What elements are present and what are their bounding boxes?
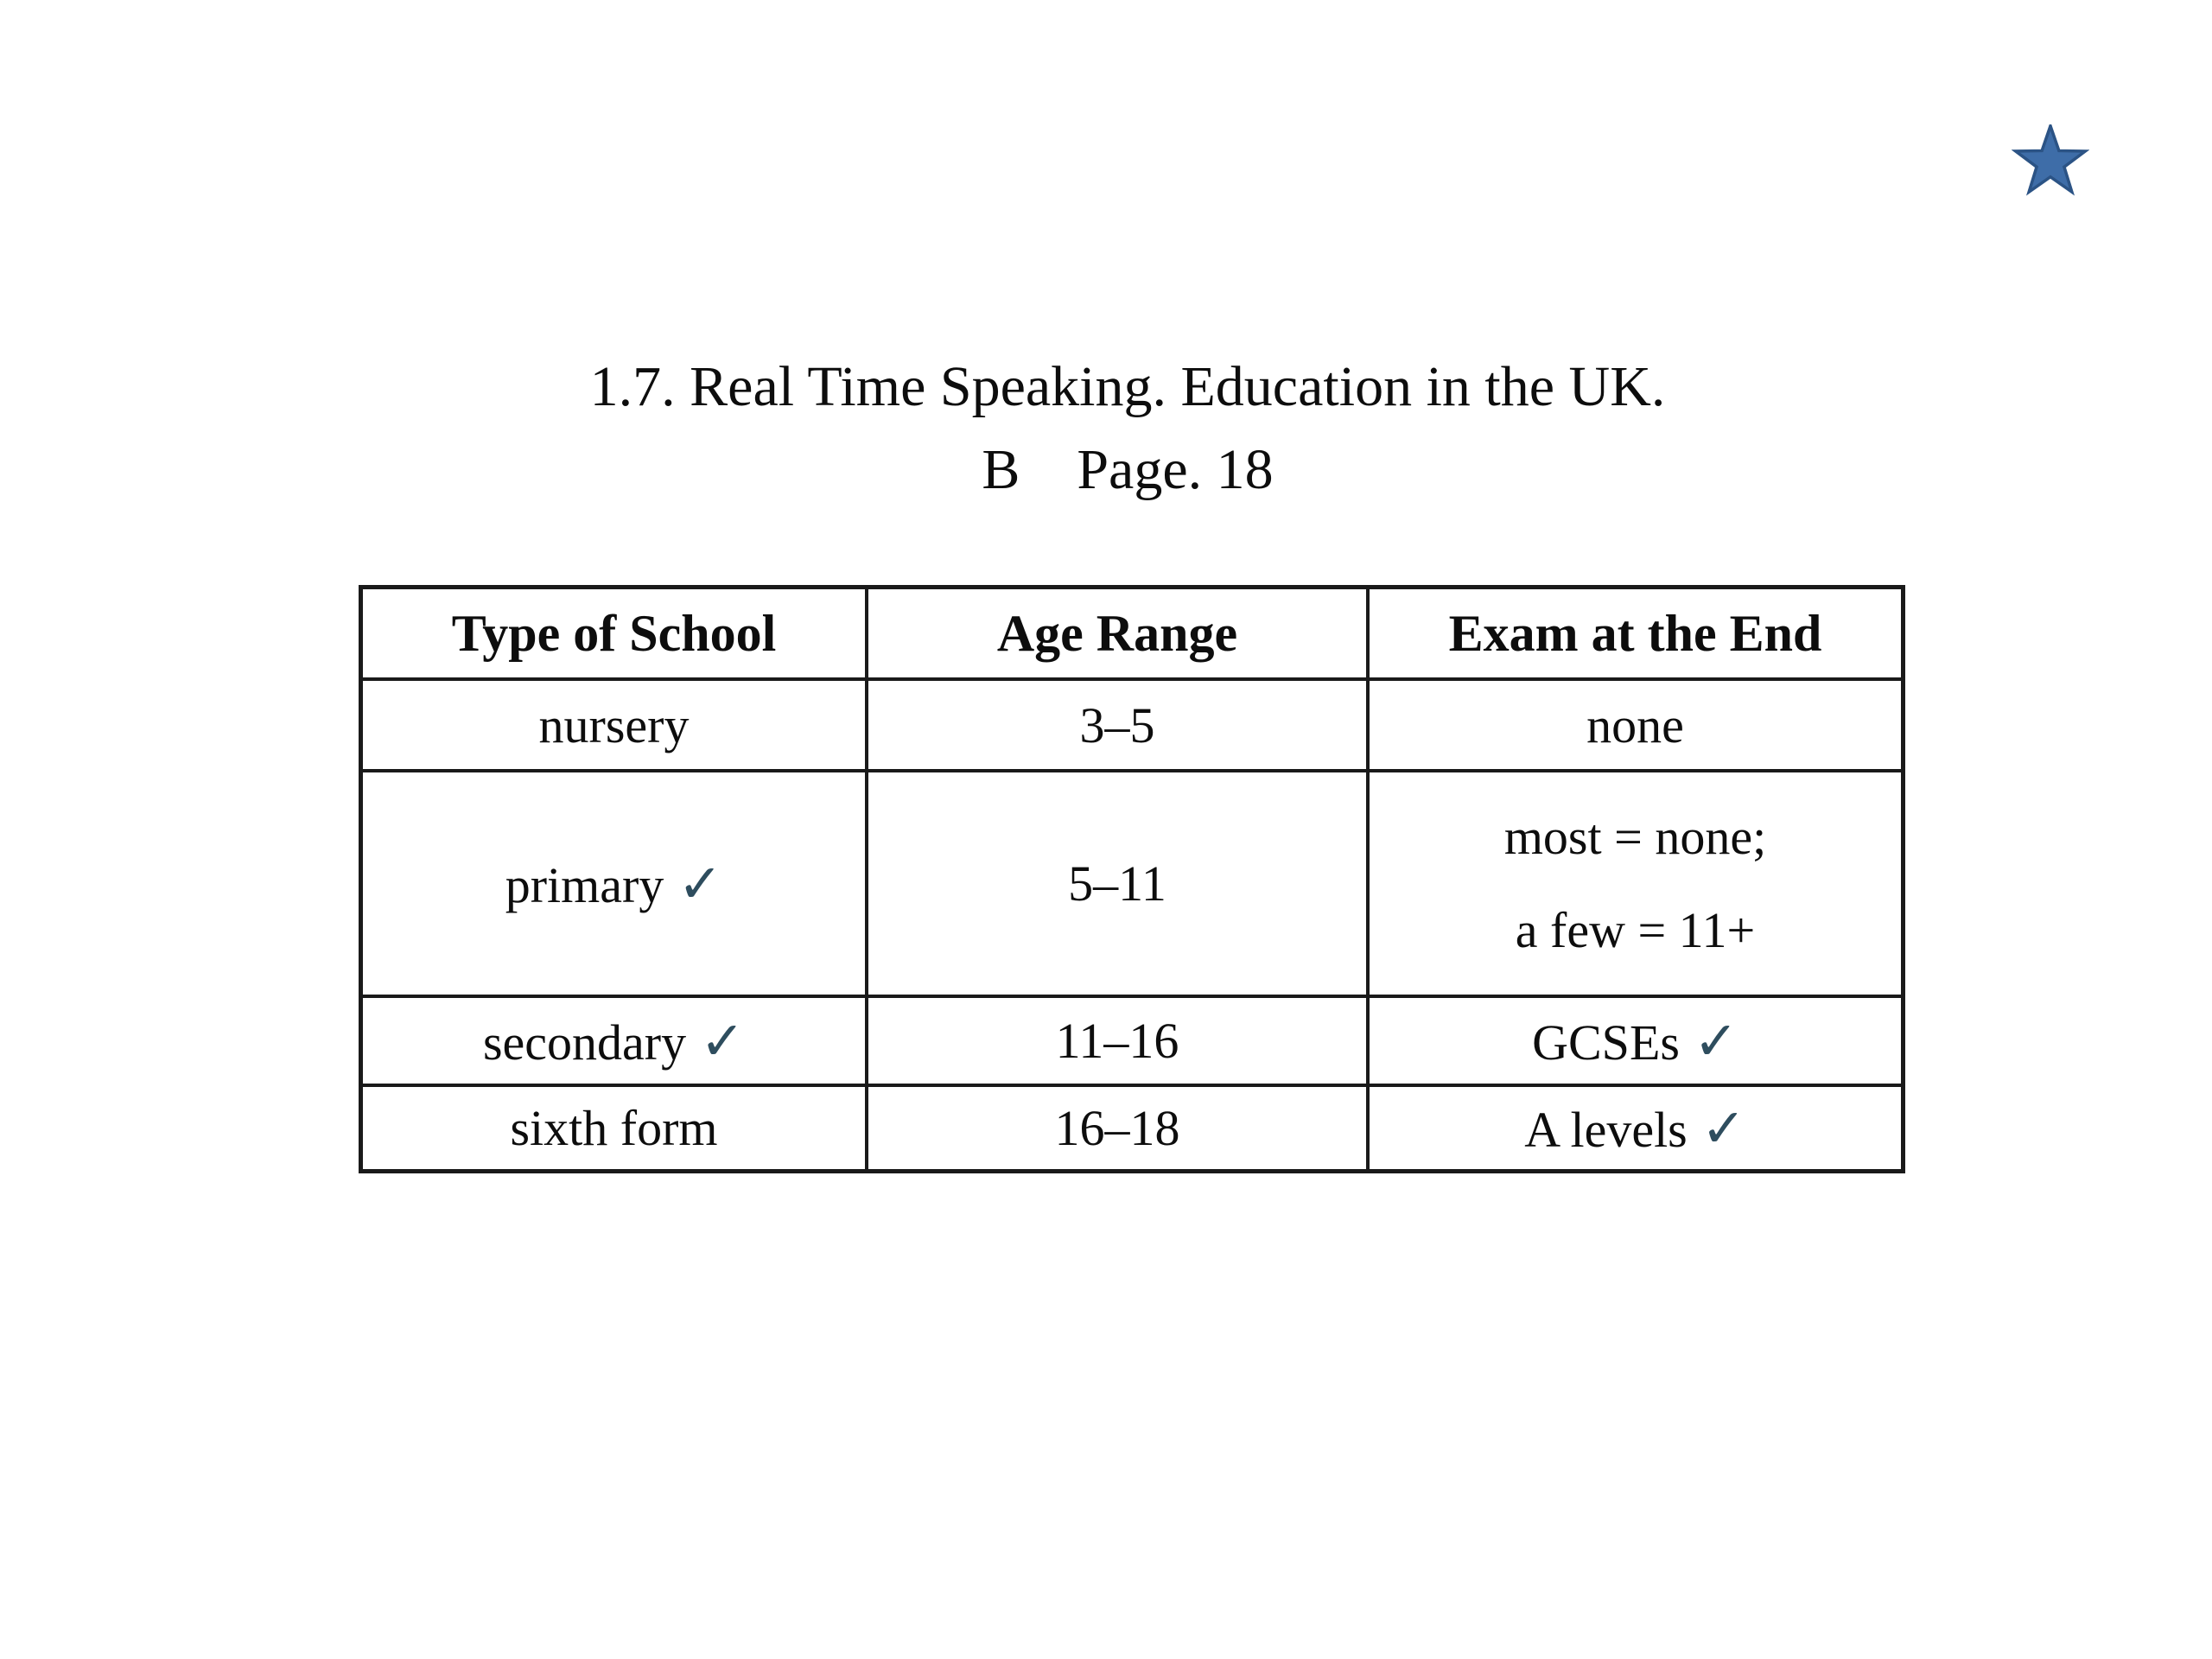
table-row-sixth-form <box>363 1087 1901 1169</box>
cell-age-range <box>868 772 1370 998</box>
cell-text: primary <box>505 857 664 913</box>
cell-age-range <box>868 681 1370 772</box>
cell-text: secondary <box>482 1014 687 1071</box>
title-line-2: B Page. 18 <box>982 438 1274 501</box>
education-table <box>359 585 1905 1173</box>
cell-text: 5–11 <box>1068 855 1166 912</box>
cell-text: 16–18 <box>1054 1100 1180 1156</box>
cell-text: 3–5 <box>1079 696 1155 753</box>
cell-exam <box>1370 998 1901 1087</box>
column-header-exam-at-the-end: Exam at the End <box>1370 589 1901 681</box>
cell-school-type <box>363 1087 868 1169</box>
column-header-age-range: Age Range <box>868 589 1370 681</box>
slide-title <box>0 346 2212 512</box>
cell-age-range <box>868 998 1370 1087</box>
check-mark: ✓ <box>700 1009 746 1072</box>
exam-line-2: a few = 11+ <box>1515 901 1756 958</box>
cell-text: A levels <box>1524 1102 1688 1158</box>
check-mark: ✓ <box>677 852 723 915</box>
cell-text: sixth form <box>510 1100 718 1156</box>
cell-exam <box>1370 681 1901 772</box>
cell-text: none <box>1586 696 1684 753</box>
column-header-type-of-school: Type of School <box>363 589 868 681</box>
check-mark: ✓ <box>1700 1096 1746 1160</box>
cell-age-range <box>868 1087 1370 1169</box>
check-mark: ✓ <box>1693 1009 1738 1072</box>
table-row-secondary <box>363 998 1901 1087</box>
table-row-nursery <box>363 681 1901 772</box>
cell-exam <box>1370 772 1901 998</box>
title-line-1: 1.7. Real Time Speaking. Education in the UK. <box>589 355 1666 418</box>
table-header-row <box>363 589 1901 681</box>
cell-text: 11–16 <box>1055 1013 1179 1069</box>
cell-school-type <box>363 681 868 772</box>
cell-school-type <box>363 772 868 998</box>
cell-text: nursery <box>538 696 690 753</box>
star-icon <box>2012 124 2089 200</box>
table-row-primary <box>363 772 1901 998</box>
exam-line-1: most = none; <box>1503 808 1767 865</box>
cell-school-type <box>363 998 868 1087</box>
cell-exam <box>1370 1087 1901 1169</box>
cell-text: GCSEs <box>1532 1014 1680 1071</box>
